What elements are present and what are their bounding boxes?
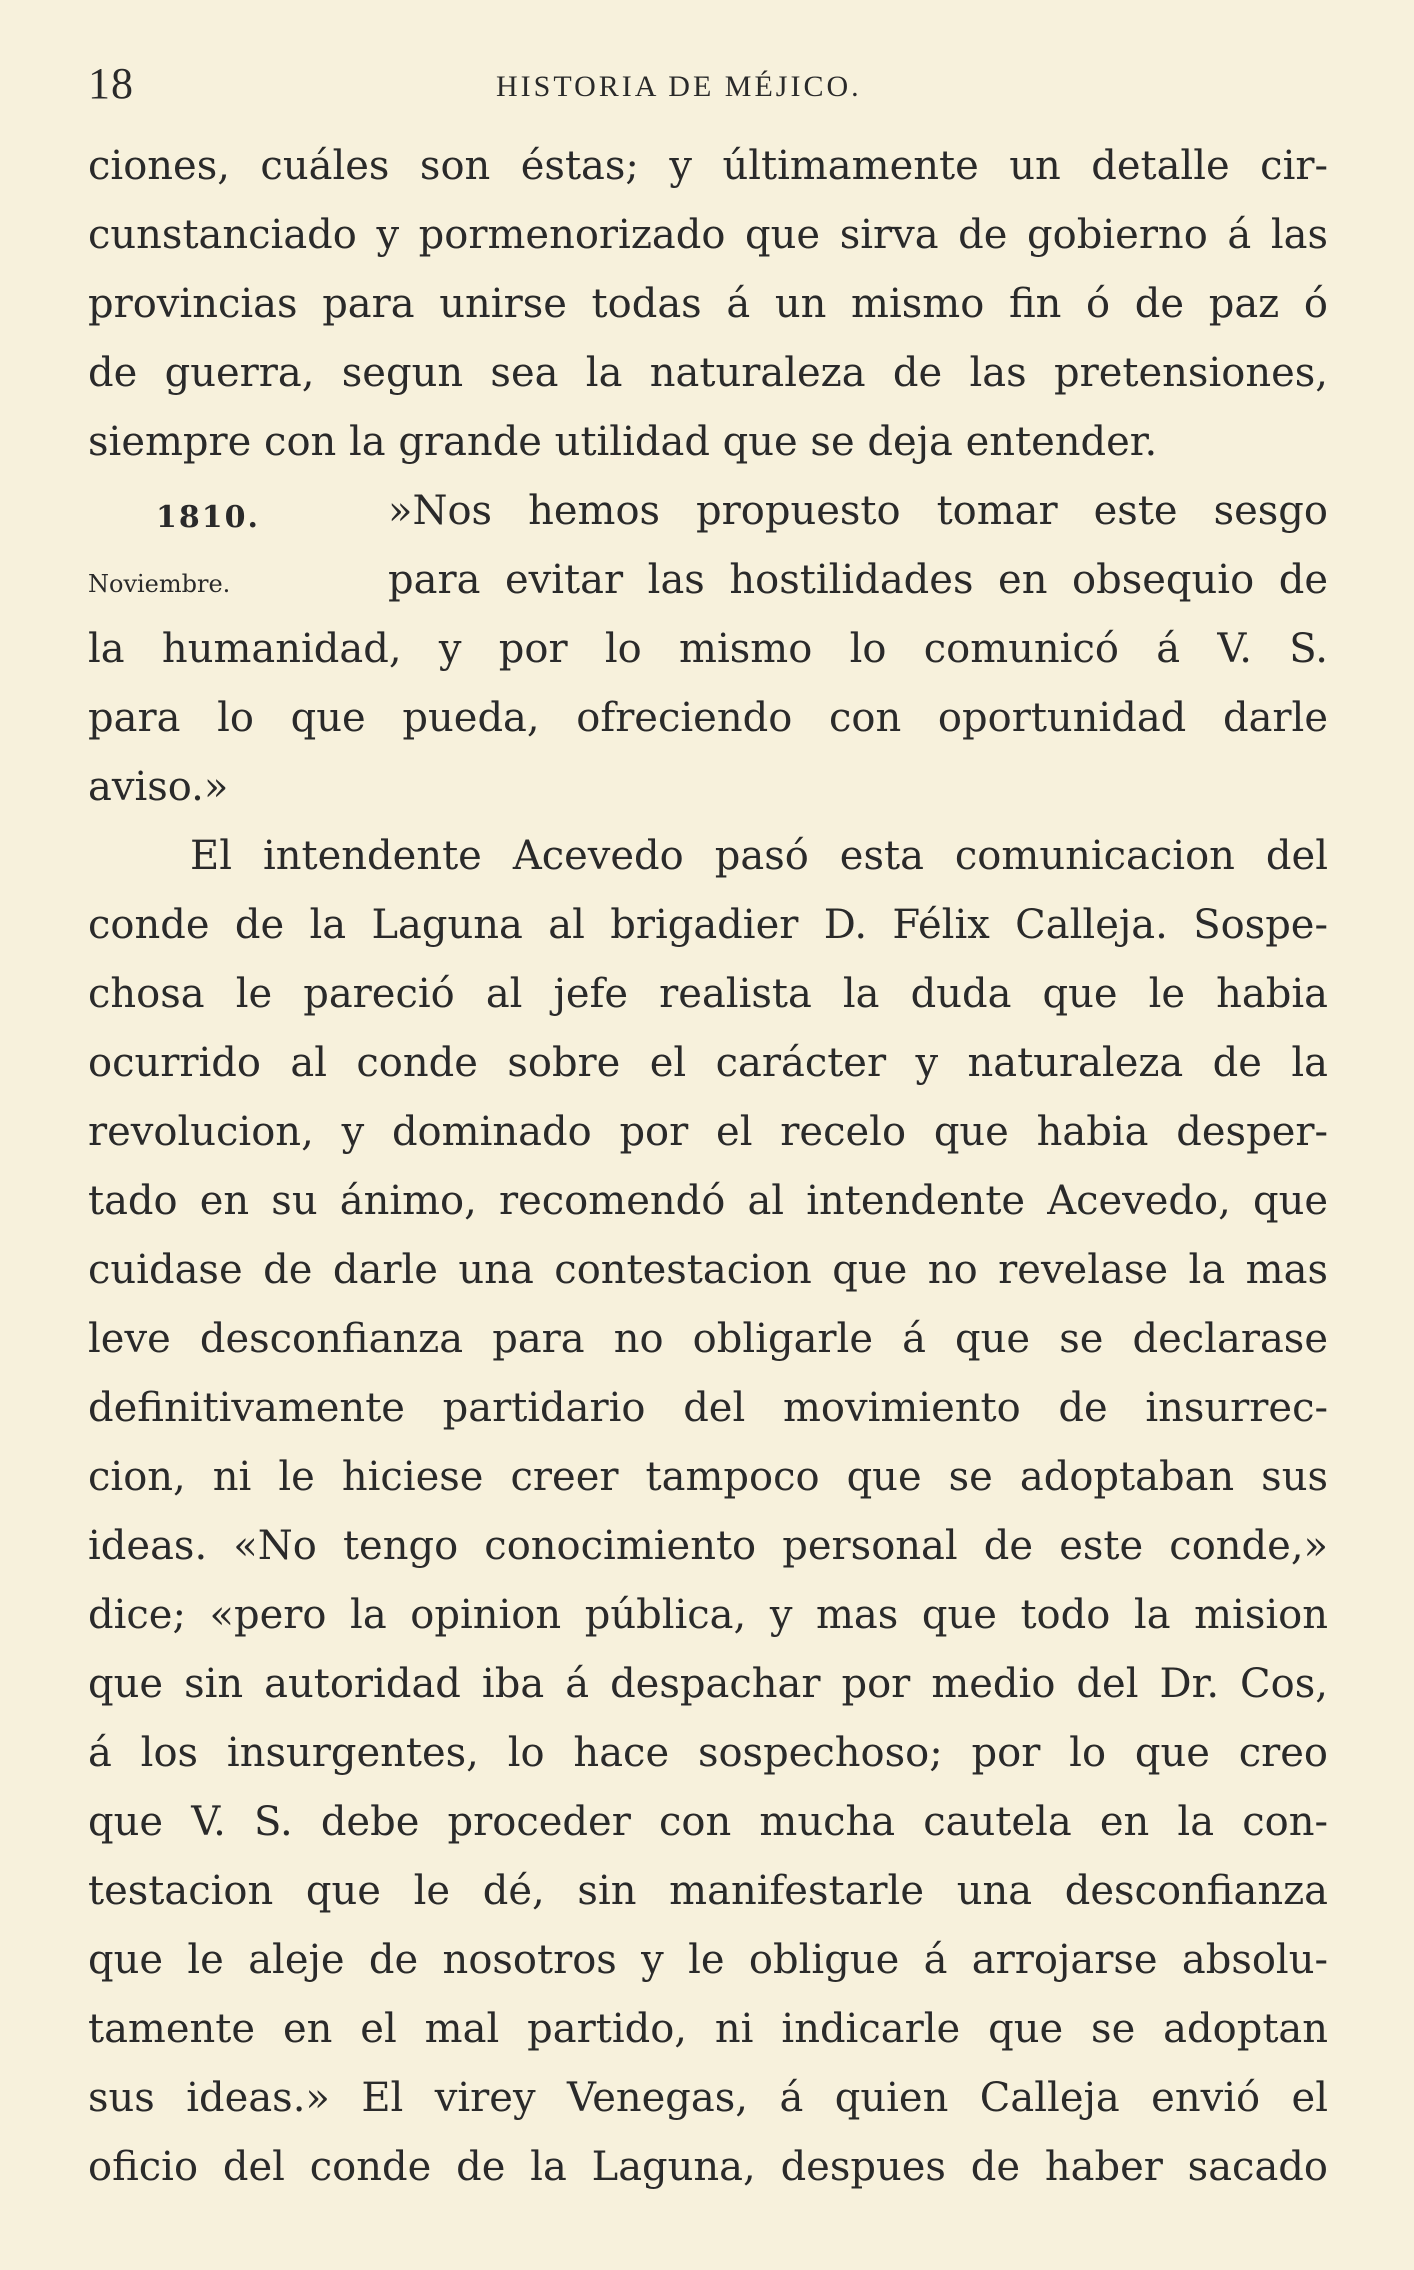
text-line-content: »Nos hemos propuesto tomar este sesgo: [388, 488, 1328, 534]
text-line: provincias para unirse todas á un mismo fin ó de paz ó: [88, 281, 1328, 327]
text-line: la humanidad, y por lo mismo lo comunicó á V. S.: [88, 626, 1328, 672]
text-line: cuidase de darle una contestacion que no revelase la mas: [88, 1247, 1328, 1293]
text-line-content: para evitar las hostilidades en obsequio de: [388, 557, 1328, 603]
text-line: oficio del conde de la Laguna, despues de haber sacado: [88, 2144, 1328, 2190]
text-line: conde de la Laguna al brigadier D. Félix Calleja. Sospe-: [88, 902, 1328, 948]
text-line: ciones, cuáles son éstas; y últimamente un detalle cir-: [88, 143, 1328, 189]
text-line: aviso.»: [88, 764, 229, 810]
text-line: leve desconfianza para no obligarle á que se declarase: [88, 1316, 1328, 1362]
running-title: HISTORIA DE MÉJICO.: [496, 70, 862, 103]
text-line: ideas. «No tengo conocimiento personal de este conde,»: [88, 1523, 1328, 1569]
text-line: siempre con la grande utilidad que se deja entender.: [88, 419, 1158, 465]
text-line: que sin autoridad iba á despachar por medio del Dr. Cos,: [88, 1661, 1328, 1707]
text-line: que le aleje de nosotros y le obligue á arrojarse absolu-: [88, 1937, 1328, 1983]
text-line-with-margin-year: [88, 477, 1328, 546]
text-line: tamente en el mal partido, ni indicarle que se adoptan: [88, 2006, 1328, 2052]
text-line-with-margin-month: [88, 546, 1328, 615]
text-line: testacion que le dé, sin manifestarle una desconfianza: [88, 1868, 1328, 1914]
text-line: revolucion, y dominado por el recelo que habia desper-: [88, 1109, 1328, 1155]
text-line: cion, ni le hiciese creer tampoco que se adoptaban sus: [88, 1454, 1328, 1500]
text-line: cunstanciado y pormenorizado que sirva de gobierno á las: [88, 212, 1328, 258]
margin-year: 1810.: [156, 500, 260, 535]
text-line: definitivamente partidario del movimiento de insurrec-: [88, 1385, 1328, 1431]
text-line: chosa le pareció al jefe realista la duda que le habia: [88, 971, 1328, 1017]
text-line: sus ideas.» El virey Venegas, á quien Calleja envió el: [88, 2075, 1328, 2121]
text-line: de guerra, segun sea la naturaleza de las pretensiones,: [88, 350, 1328, 396]
text-line: á los insurgentes, lo hace sospechoso; por lo que creo: [88, 1730, 1328, 1776]
text-line: dice; «pero la opinion pública, y mas que todo la mision: [88, 1592, 1328, 1638]
text-line: tado en su ánimo, recomendó al intendente Acevedo, que: [88, 1178, 1328, 1224]
text-line: que V. S. debe proceder con mucha cautela en la con-: [88, 1799, 1328, 1845]
margin-month: Noviembre.: [88, 570, 231, 598]
paragraph-start-line: El intendente Acevedo pasó esta comunicacion del: [190, 833, 1328, 879]
body-text: [88, 132, 1328, 2202]
page-number: 18: [88, 59, 134, 108]
text-line: ocurrido al conde sobre el carácter y naturaleza de la: [88, 1040, 1328, 1086]
page-header: [88, 58, 1328, 118]
text-line: para lo que pueda, ofreciendo con oportunidad darle: [88, 695, 1328, 741]
